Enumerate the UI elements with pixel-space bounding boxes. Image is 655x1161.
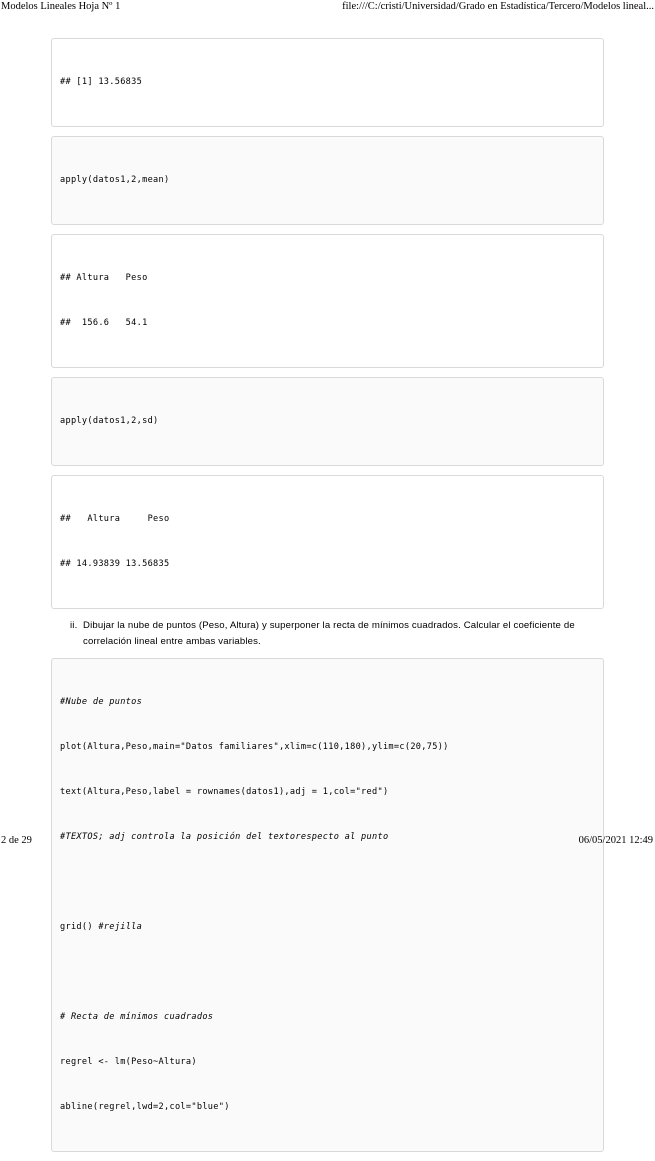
- print-footer: [0, 834, 655, 848]
- blank-line: [60, 965, 595, 980]
- code-line: text(Altura,Peso,label = rownames(datos1),adj = 1,col="red"): [60, 787, 389, 797]
- output-line: ## [1] 13.56835: [60, 77, 143, 87]
- code-comment-line: #TEXTOS; adj controla la posición del textorespecto al punto: [60, 832, 389, 842]
- list-item-text: Dibujar la nube de puntos (Peso, Altura) y superponer la recta de mínimos cuadrados. Calcular el coeficiente de correlación lineal entre ambas variables.: [83, 620, 575, 647]
- output-line: ## 14.93839 13.56835: [60, 559, 170, 569]
- print-datetime: 06/05/2021 12:49: [578, 835, 653, 846]
- code-text: grid(): [60, 922, 99, 932]
- output-block: [51, 234, 604, 368]
- page-number: 2 de 29: [1, 835, 32, 846]
- document-title: Modelos Lineales Hoja Nº 1: [1, 1, 121, 12]
- output-block: [51, 38, 604, 127]
- code-block: [51, 136, 604, 225]
- output-line: ## 156.6 54.1: [60, 318, 148, 328]
- blank-line: [60, 875, 595, 890]
- list-marker: ii.: [70, 620, 78, 631]
- code-block: [51, 658, 604, 1152]
- file-url: file:///C:/cristi/Universidad/Grado en Estadística/Tercero/Modelos lineal...: [342, 1, 654, 12]
- inline-comment: #rejilla: [98, 922, 143, 932]
- print-header: [0, 0, 655, 14]
- code-line-with-comment: [60, 920, 595, 935]
- output-line: ## Altura Peso: [60, 273, 148, 283]
- code-block: [51, 377, 604, 466]
- output-block: [51, 475, 604, 609]
- code-line: apply(datos1,2,mean): [60, 175, 170, 185]
- document-content: [51, 38, 604, 1161]
- output-line: ## Altura Peso: [60, 514, 170, 524]
- code-comment-line: # Recta de mínimos cuadrados: [60, 1012, 214, 1022]
- code-line: apply(datos1,2,sd): [60, 416, 159, 426]
- list-item: [51, 618, 604, 650]
- code-comment-line: #Nube de puntos: [60, 697, 143, 707]
- code-line: regrel <- lm(Peso~Altura): [60, 1057, 197, 1067]
- code-line: plot(Altura,Peso,main="Datos familiares",xlim=c(110,180),ylim=c(20,75)): [60, 742, 449, 752]
- code-line: abline(regrel,lwd=2,col="blue"): [60, 1102, 230, 1112]
